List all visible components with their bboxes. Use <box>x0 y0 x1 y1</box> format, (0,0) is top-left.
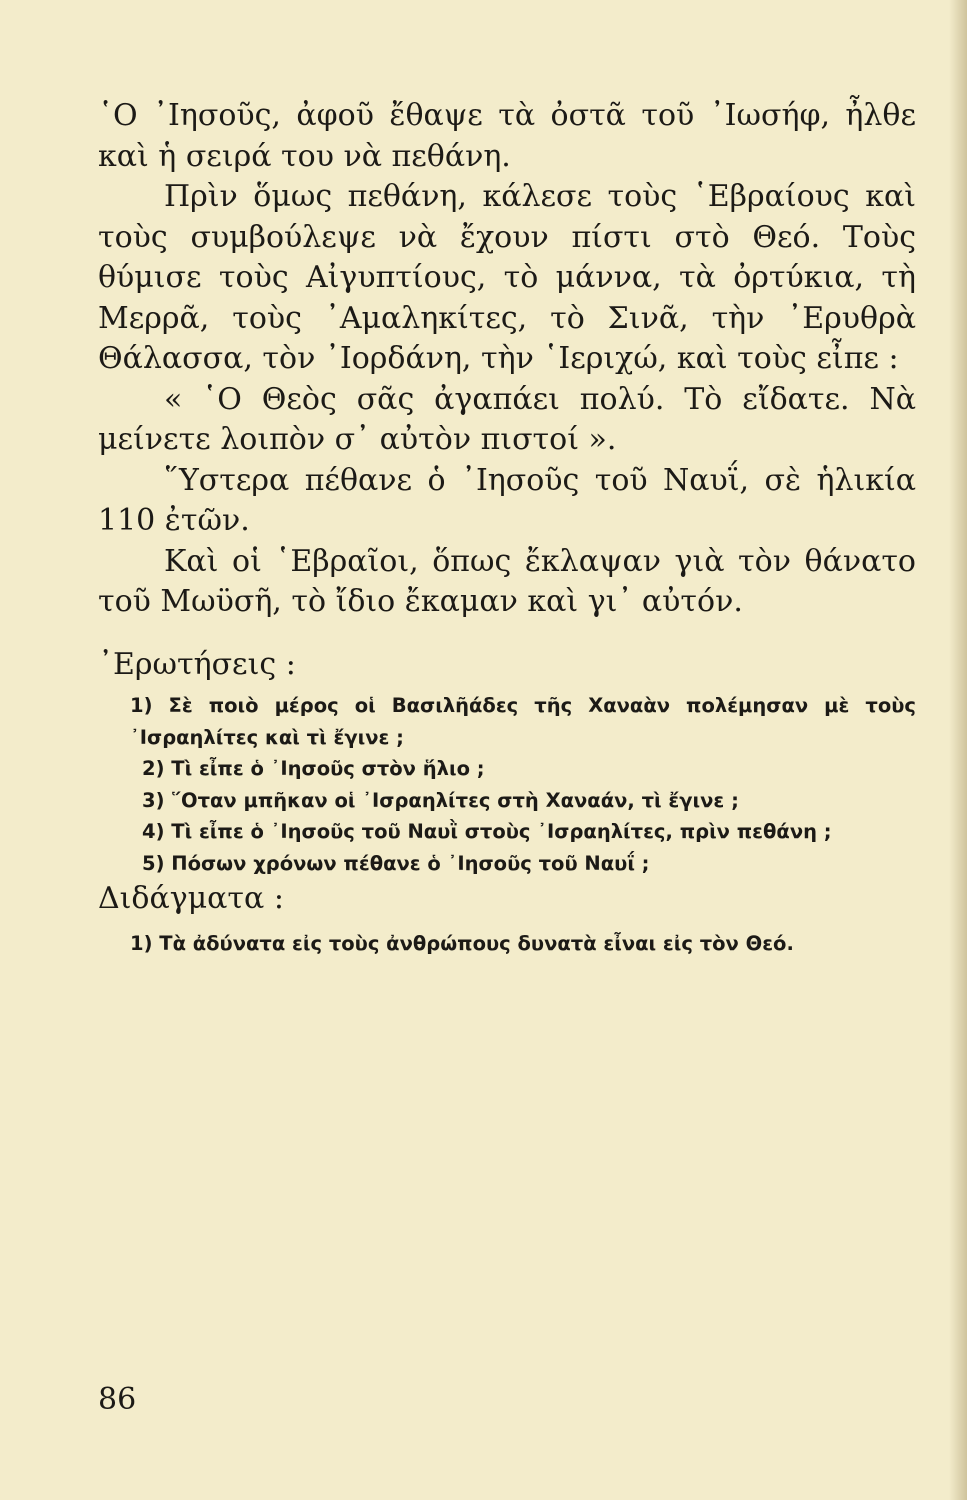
question-item: 5) Πόσων χρόνων πέθανε ὁ ᾿Ιησοῦς τοῦ Ναυΐ ; <box>142 851 650 875</box>
page-edge-shadow <box>949 0 967 1500</box>
question-item: 3) ῞Οταν μπῆκαν οἱ ᾿Ισραηλίτες στὴ Χαναάν, τὶ ἔγινε ; <box>142 788 739 812</box>
lessons-heading: Διδάγματα : <box>98 881 284 916</box>
paragraph-joshua-quote: « ῾Ο Θεὸς σᾶς ἀγαπάει πολύ. Τὸ εἴδατε. Νὰ μείνετε λοιπὸν σ᾿ αὐτὸν πιστοί ». <box>98 381 916 457</box>
paragraph-joshua-death: ῞Υστερα πέθανε ὁ ᾿Ιησοῦς τοῦ Ναυΐ, σὲ ἡλικία 110 ἐτῶν. <box>98 462 916 538</box>
lesson-item: 1) Τὰ ἀδύνατα εἰς τοὺς ἀνθρώπους δυνατὰ εἶναι εἰς τὸν Θεό. <box>130 932 794 955</box>
main-text <box>98 96 916 623</box>
paragraph-mourning: Καὶ οἱ ῾Εβραῖοι, ὅπως ἔκλαψαν γιὰ τὸν θάνατο τοῦ Μωϋσῆ, τὸ ἴδιο ἔκαμαν καὶ γι᾿ αὐτόν. <box>98 543 916 619</box>
paragraph-joshua-counsel: Πρὶν ὅμως πεθάνη, κάλεσε τοὺς ῾Εβραίους καὶ τοὺς συμβούλεψε νὰ ἔχουν πίστι στὸ Θεό. Τοὺς θύμισε τοὺς Αἰγυπτίους, τὸ μάννα, τὰ ὀρτύκια, τὴ Μερρᾶ, τοὺς ᾿Αμαληκίτες, τὸ Σινᾶ, τὴν ᾿Ερυθρὰ Θάλασσα, τὸν ᾿Ιορδάνη, τὴν ῾Ιεριχώ, καὶ τοὺς εἶπε : <box>98 179 916 376</box>
question-item: 4) Τὶ εἶπε ὁ ᾿Ιησοῦς τοῦ Ναυῒ στοὺς ᾿Ισραηλίτες, πρὶν πεθάνη ; <box>142 820 832 843</box>
lessons-list <box>130 928 916 959</box>
questions-heading: ᾿Ερωτήσεις : <box>98 647 296 682</box>
questions-list <box>130 690 916 879</box>
question-item: 1) Σὲ ποιὸ μέρος οἱ Βασιλῆάδες τῆς Χαναὰν πολέμησαν μὲ τοὺς ᾿Ισραηλίτες καὶ τὶ ἔγινε ; <box>130 694 916 749</box>
page-number: 86 <box>98 1382 137 1417</box>
paragraph-joshua-burial: ῾Ο ᾿Ιησοῦς, ἀφοῦ ἔθαψε τὰ ὀστᾶ τοῦ ᾿Ιωσήφ, ἦλθε καὶ ἡ σειρά του νὰ πεθάνη. <box>98 98 916 174</box>
question-item: 2) Τὶ εἶπε ὁ ᾿Ιησοῦς στὸν ἥλιο ; <box>142 757 485 780</box>
